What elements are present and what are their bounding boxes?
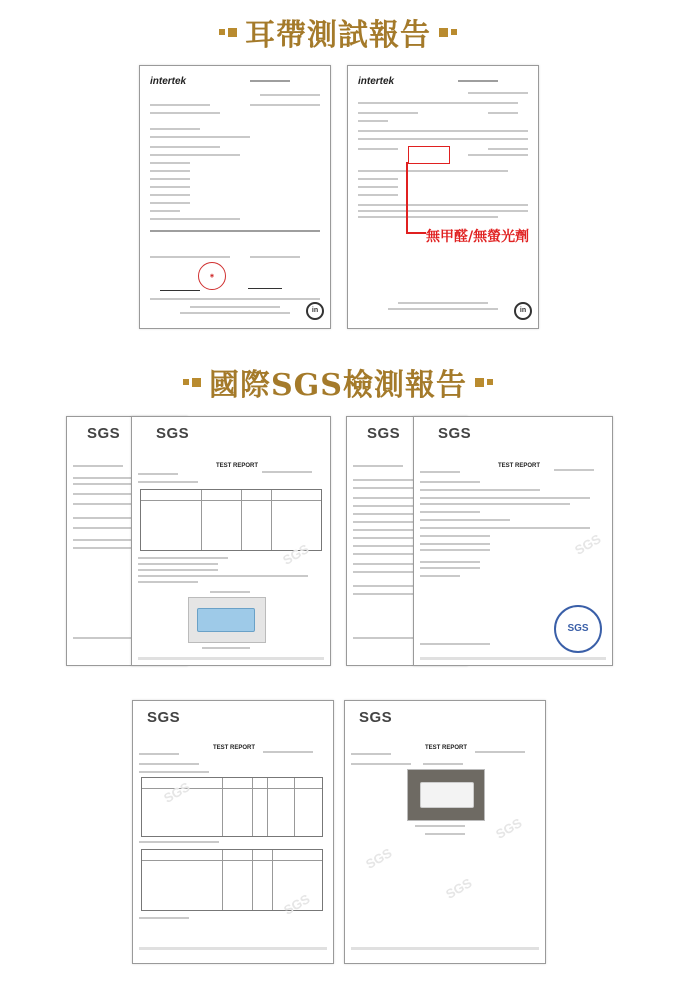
sgs-section-header: [0, 362, 676, 402]
intertek-section-title: 耳帶測試報告: [245, 18, 431, 53]
sgs-report-page-4: SGS TEST REPORT SGS SGS SGS: [344, 700, 546, 964]
mask-photo-icon: [407, 769, 485, 821]
intertek-report-page-2: [347, 65, 539, 329]
sgs-logo: SGS: [156, 425, 190, 442]
test-report-heading: TEST REPORT: [498, 463, 541, 469]
signature-right: [248, 278, 282, 289]
intertek-badge-icon: in: [514, 302, 532, 320]
highlight-result-box: [408, 146, 450, 164]
intertek-section-header: [0, 12, 676, 52]
intertek-report-page-1: [139, 65, 331, 329]
no-formaldehyde-note: 無甲醛/無螢光劑: [426, 229, 530, 245]
sgs-logo: SGS: [438, 425, 472, 442]
sgs-report-page-front-1: SGS TEST REPORT SGS: [131, 416, 331, 666]
intertek-logo: intertek: [150, 76, 187, 87]
stamp-icon: ◉: [198, 262, 226, 290]
intertek-badge-icon: in: [306, 302, 324, 320]
square-bullet-icon: [475, 378, 493, 387]
highlight-connector-line: [406, 162, 408, 232]
test-report-heading: TEST REPORT: [213, 745, 256, 751]
intertek-logo: intertek: [358, 76, 395, 87]
sgs-logo: SGS: [359, 709, 393, 726]
sgs-report-page-3: SGS TEST REPORT SGS SGS: [132, 700, 334, 964]
sgs-logo: SGS: [87, 425, 121, 442]
signature-left: [160, 280, 200, 291]
sgs-section-title: 國際SGS檢測報告: [209, 368, 467, 403]
test-report-heading: TEST REPORT: [216, 463, 259, 469]
sgs-report-page-front-2: SGS TEST REPORT SGS SGS: [413, 416, 613, 666]
results-table: [140, 489, 322, 551]
results-table: [141, 777, 323, 837]
square-bullet-icon: [183, 378, 201, 387]
sgs-logo: SGS: [147, 709, 181, 726]
mask-photo-icon: [188, 597, 266, 643]
sgs-logo: SGS: [367, 425, 401, 442]
test-report-heading: TEST REPORT: [425, 745, 468, 751]
sgs-seal-icon: SGS: [554, 605, 602, 653]
square-bullet-icon: [219, 28, 237, 37]
square-bullet-icon: [439, 28, 457, 37]
